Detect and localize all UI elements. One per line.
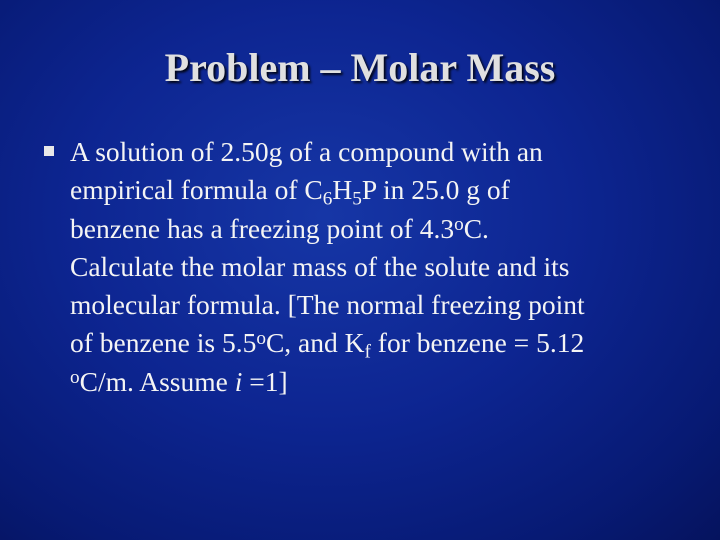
bullet-text-line	[70, 324, 686, 362]
bullet-text-line	[70, 248, 686, 286]
superscript: o	[70, 366, 80, 388]
bullet-text	[70, 133, 686, 401]
text-run: C/m. Assume	[79, 365, 235, 397]
text-run: empirical formula of C	[70, 174, 323, 206]
text-run: benzene has a freezing point of 4.3	[70, 212, 455, 244]
text-run: A solution of 2.50g of a compound with an	[70, 136, 543, 167]
superscript: o	[256, 328, 266, 350]
text-run: molecular formula. [The normal freezing point	[70, 289, 585, 321]
bullet-text-line	[70, 286, 686, 324]
bullet-text-line	[70, 363, 686, 401]
text-run: =1]	[242, 365, 288, 397]
bullet-text-line	[70, 171, 686, 209]
text-run: C, and K	[265, 327, 365, 359]
subscript: 5	[352, 188, 362, 210]
square-bullet-icon	[44, 146, 54, 156]
text-run: Calculate the molar mass of the solute and its	[70, 250, 570, 282]
text-run: H	[332, 174, 353, 206]
subscript: f	[364, 341, 371, 363]
text-run: P in 25.0 g of	[361, 174, 510, 206]
text-run: C.	[463, 212, 489, 244]
bullet-text-line	[70, 210, 686, 248]
bullet-text-line	[70, 133, 686, 171]
superscript: o	[454, 213, 464, 235]
italic-text: i	[234, 365, 243, 397]
text-run: for benzene = 5.12	[370, 327, 585, 359]
slide-title: Problem – Molar Mass	[164, 45, 556, 90]
text-run: of benzene is 5.5	[70, 327, 257, 359]
subscript: 6	[322, 188, 333, 210]
